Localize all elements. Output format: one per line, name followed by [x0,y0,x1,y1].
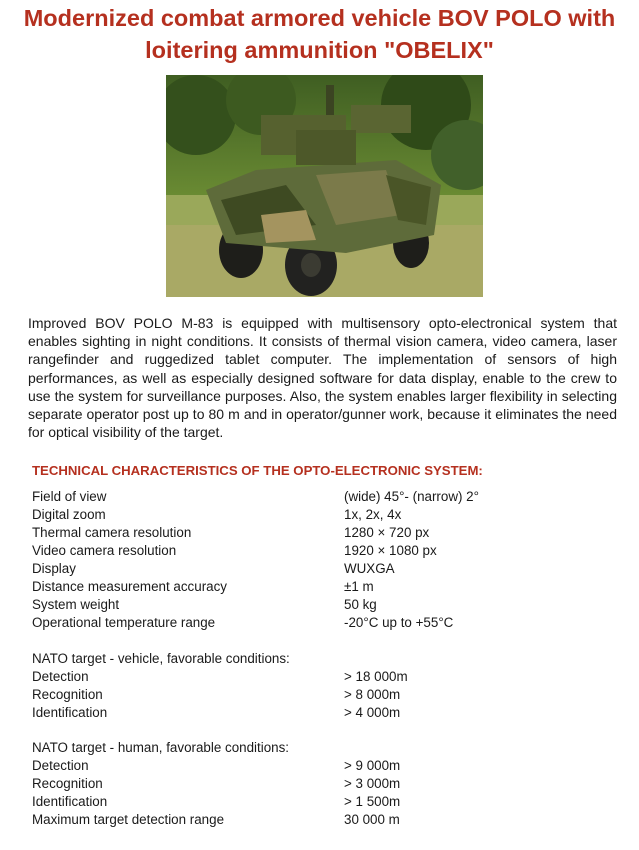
spec-label: Detection [32,669,89,684]
human-target-table [32,739,612,829]
spec-row [32,524,612,542]
spec-value: ±1 m [344,579,374,594]
human-target-heading: NATO target - human, favorable conditions: [32,740,290,755]
spec-value: (wide) 45°- (narrow) 2° [344,489,479,504]
spec-label: Field of view [32,489,107,504]
spec-label: Operational temperature range [32,615,216,630]
spec-label: Thermal camera resolution [32,525,192,540]
spec-label: Detection [32,758,89,773]
spec-row [32,488,612,506]
spec-value: > 18 000m [344,669,408,684]
spec-row [32,506,612,524]
spec-row [32,560,612,578]
spec-value: > 1 500m [344,794,401,809]
spec-label: System weight [32,597,120,612]
vehicle-target-heading: NATO target - vehicle, favorable conditions: [32,651,290,666]
spec-row [32,704,612,722]
spec-value: WUXGA [344,561,395,576]
spec-row [32,757,612,775]
spec-row [32,793,612,811]
spec-value: 1280 × 720 px [344,525,430,540]
description-paragraph: Improved BOV POLO M-83 is equipped with multisensory opto-electronical system that enables sighting in night conditions. It consists of thermal vision camera, video camera, laser rangefinder and ruggedized tablet computer. The implementation of sensors of high performances, as well as especially designed software for data display, enable to the crew to use the system for surveillance purposes. Also, the system enables larger flexibility in selecting separate operator post up to 80 m and in operator/gunner work, because it eliminates the need for optical visibility of the target. [28,315,617,441]
spec-row [32,542,612,560]
spec-value: 50 kg [344,597,377,612]
spec-label: Recognition [32,776,103,791]
spec-label: Identification [32,705,108,720]
spec-row [32,775,612,793]
spec-row [32,578,612,596]
spec-label: Video camera resolution [32,543,177,558]
vehicle-target-table [32,650,612,722]
tech-characteristics-heading: TECHNICAL CHARACTERISTICS OF THE OPTO-ELECTRONIC SYSTEM: [32,463,483,478]
vehicle-photo [166,75,483,297]
spec-row [32,811,612,829]
spec-value: 1920 × 1080 px [344,543,437,558]
spec-label: Digital zoom [32,507,106,522]
page-title [0,2,639,66]
spec-value: 1x, 2x, 4x [344,507,402,522]
spec-row [32,614,612,632]
spec-label: Identification [32,794,108,809]
title-line-2: loitering ammunition "OBELIX" [145,37,494,63]
spec-value: 30 000 m [344,812,400,827]
spec-row [32,668,612,686]
spec-label: Distance measurement accuracy [32,579,227,594]
spec-row [32,596,612,614]
title-line-1: Modernized combat armored vehicle BOV POLO with [23,5,616,31]
spec-value: > 4 000m [344,705,401,720]
spec-value: > 8 000m [344,687,401,702]
spec-table [32,488,612,632]
spec-label: Display [32,561,76,576]
spec-value: > 3 000m [344,776,401,791]
spec-label: Maximum target detection range [32,812,225,827]
spec-value: > 9 000m [344,758,401,773]
spec-row [32,686,612,704]
spec-label: Recognition [32,687,103,702]
spec-value: -20°C up to +55°C [344,615,454,630]
